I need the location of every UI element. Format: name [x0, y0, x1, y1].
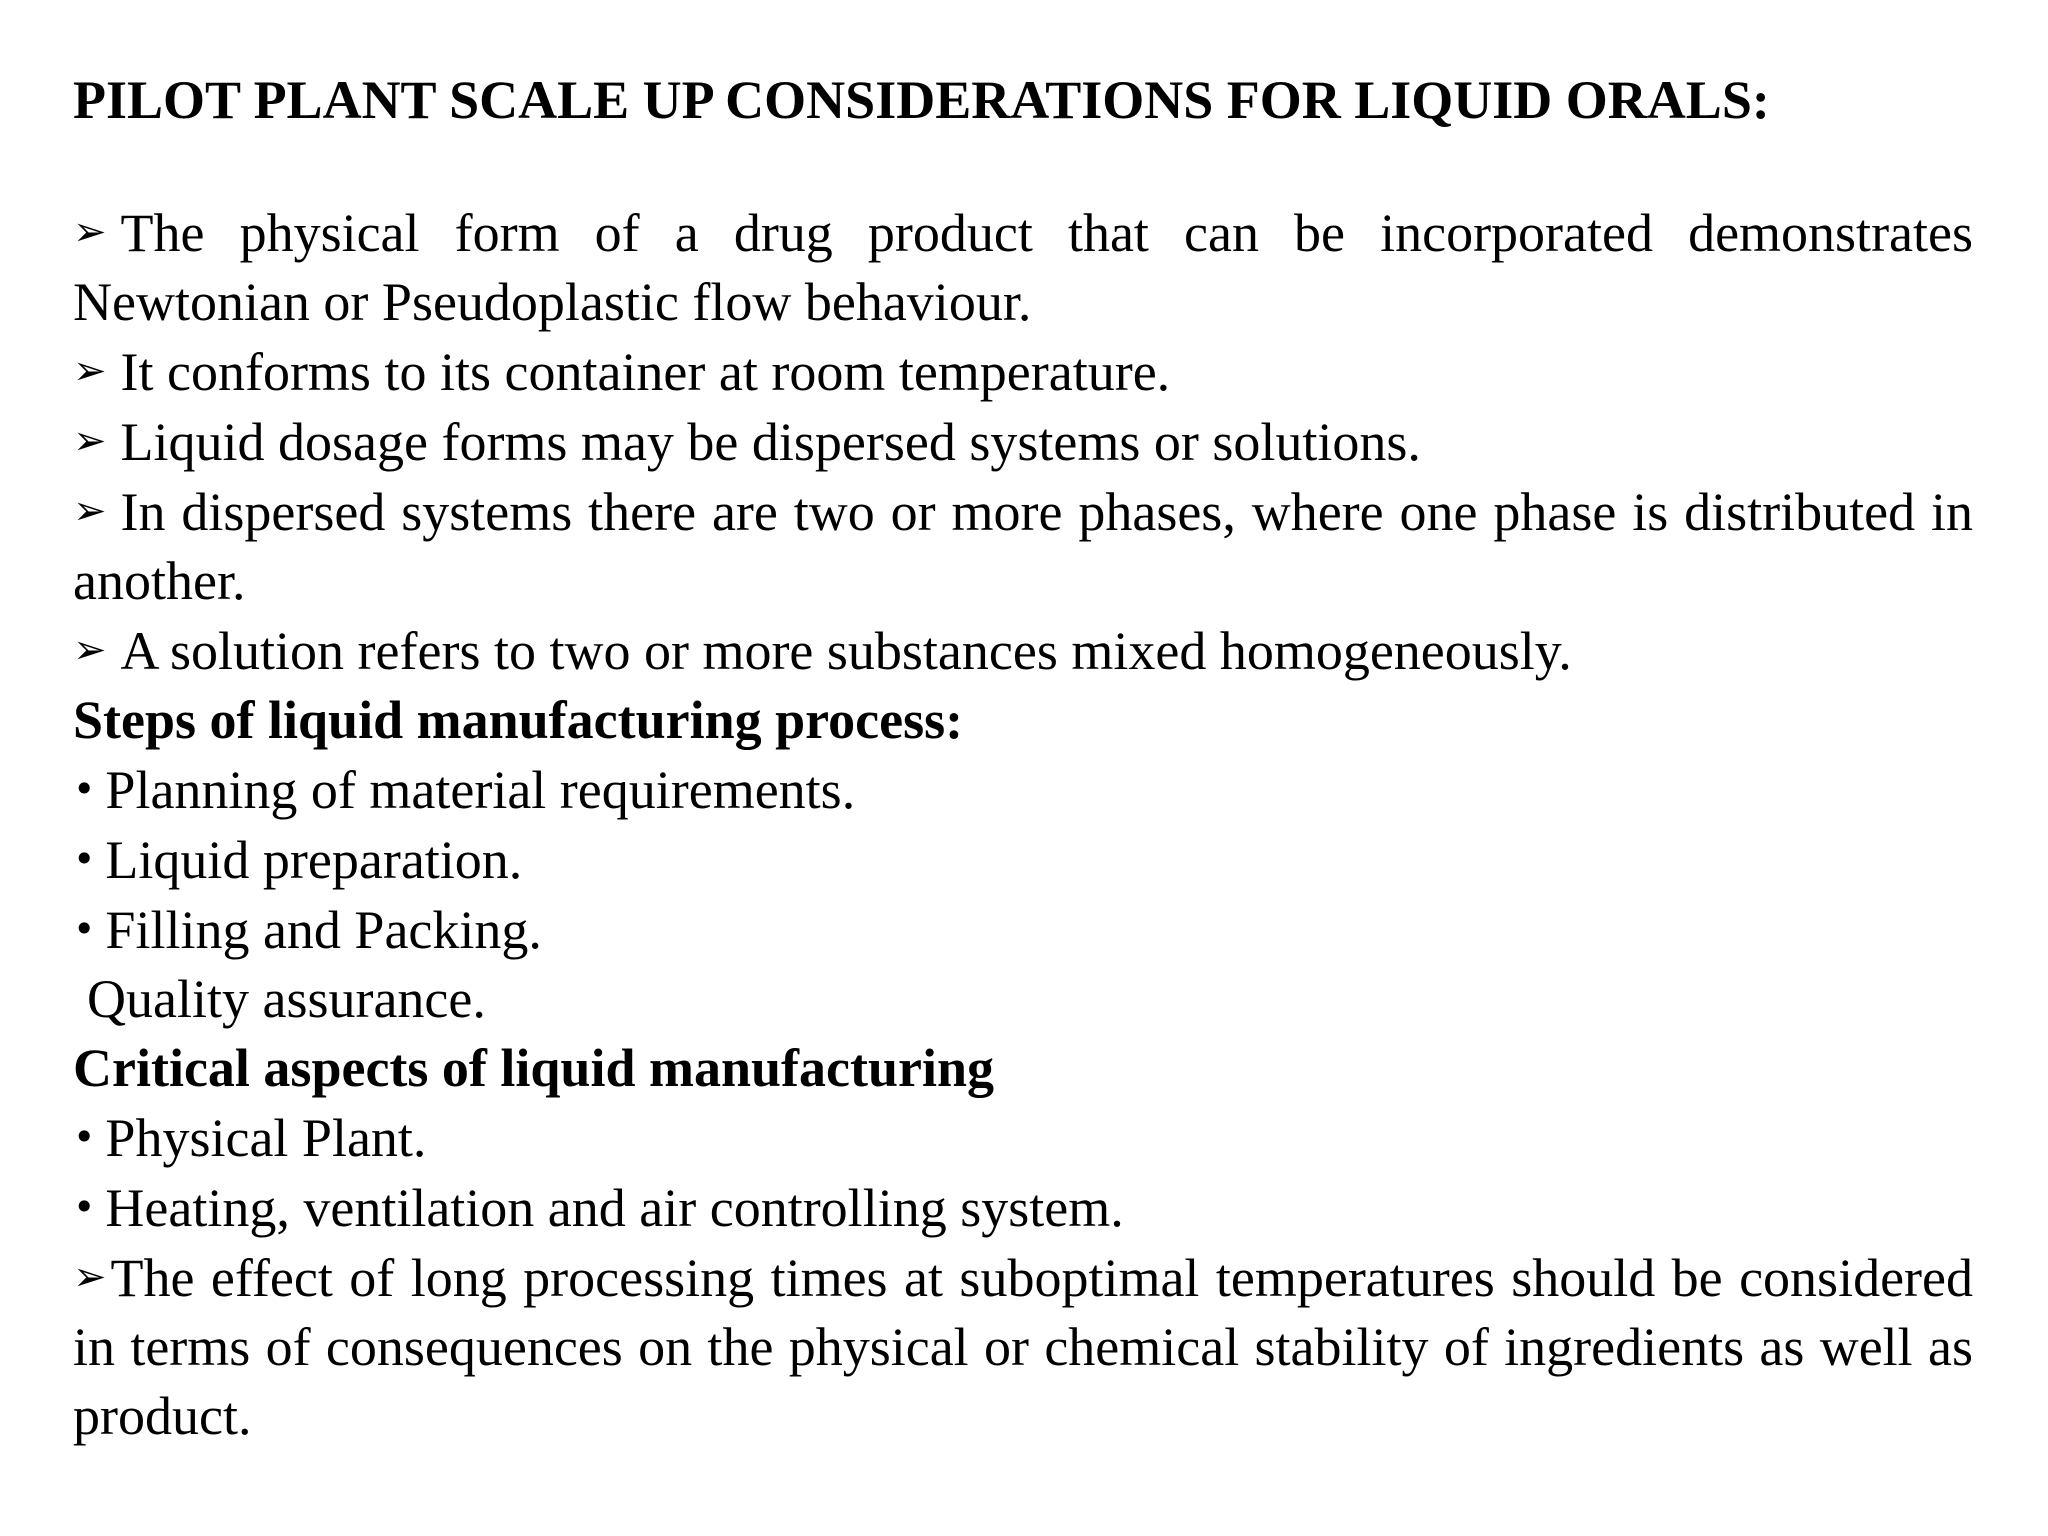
arrow-bullet-icon: ➢ [73, 209, 107, 255]
dot-bullet-icon: • [73, 1115, 96, 1159]
step-item [73, 755, 1973, 825]
dot-bullet-icon: • [73, 767, 96, 811]
point-processing-times [73, 1243, 1973, 1451]
step-text: Filling and Packing. [105, 900, 542, 960]
point-flow-behaviour [73, 198, 1973, 337]
step-text: Planning of material requirements. [105, 760, 856, 820]
arrow-bullet-icon: ➢ [73, 488, 107, 534]
step-text: Liquid preparation. [105, 830, 523, 890]
critical-heading: Critical aspects of liquid manufacturing [73, 1038, 995, 1098]
arrow-bullet-icon: ➢ [73, 418, 107, 464]
critical-text: Heating, ventilation and air controlling system. [105, 1178, 1124, 1238]
point-text: Liquid dosage forms may be dispersed systems or solutions. [120, 412, 1421, 472]
point-dispersed-systems [73, 477, 1973, 616]
point-dosage-forms [73, 407, 1973, 477]
point-text: A solution refers to two or more substances mixed homogeneously. [120, 621, 1572, 681]
slide-content [73, 62, 1973, 1451]
point-container [73, 337, 1973, 407]
slide-title: PILOT PLANT SCALE UP CONSIDERATIONS FOR LIQUID ORALS: [73, 70, 1770, 130]
arrow-bullet-icon: ➢ [73, 1254, 107, 1300]
arrow-bullet-icon: ➢ [73, 627, 107, 673]
step-item [73, 895, 1973, 965]
point-text: In dispersed systems there are two or more phases, where one phase is distributed in another. [73, 482, 1973, 611]
dot-bullet-icon: • [73, 1185, 96, 1229]
critical-item [73, 1173, 1973, 1243]
dot-bullet-icon: • [73, 907, 96, 951]
point-text: The effect of long processing times at suboptimal temperatures should be considered in terms of consequences on the physical or chemical stability of ingredients as well as product. [73, 1248, 1973, 1446]
critical-text: Physical Plant. [105, 1108, 427, 1168]
dot-bullet-icon: • [73, 837, 96, 881]
point-text: The physical form of a drug product that can be incorporated demonstrates Newtonian or Pseudoplastic flow behaviour. [73, 203, 1973, 332]
steps-heading: Steps of liquid manufacturing process: [73, 690, 964, 750]
step-item-unbulleted: Quality assurance. [87, 969, 486, 1029]
step-item [73, 825, 1973, 895]
point-solution [73, 616, 1973, 686]
arrow-bullet-icon: ➢ [73, 348, 107, 394]
point-text: It conforms to its container at room temperature. [120, 342, 1171, 402]
critical-item [73, 1103, 1973, 1173]
